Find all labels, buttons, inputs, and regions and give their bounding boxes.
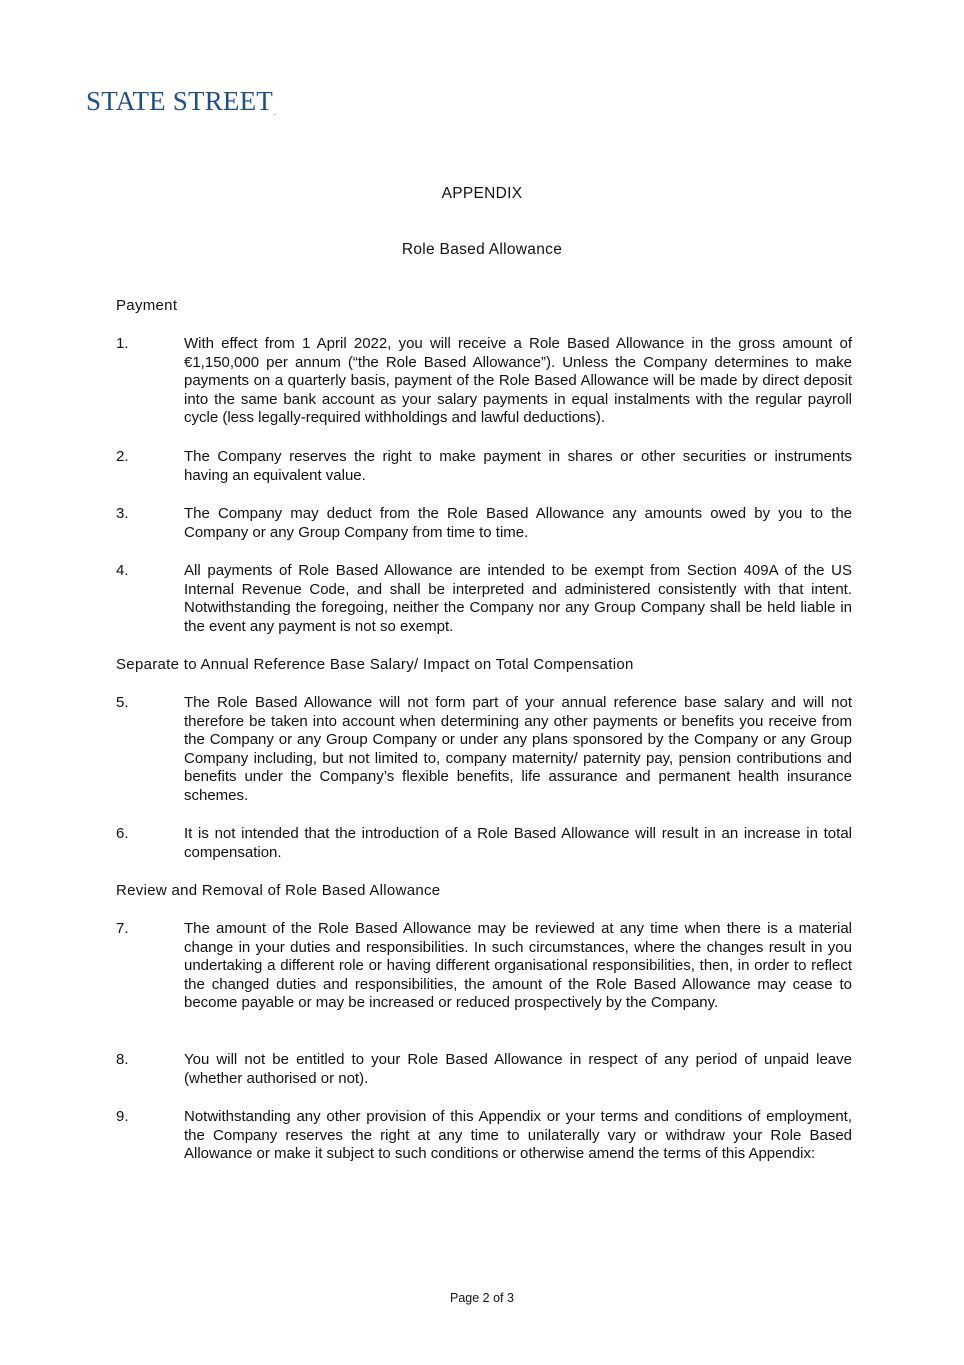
paragraph-3: [116, 505, 852, 542]
paragraph-6: [116, 825, 852, 862]
state-street-logo: [86, 86, 276, 117]
paragraph-text: The Role Based Allowance will not form part of your annual reference base salary and will not therefore be taken into account when determining any other payments or benefits you receive from the Company or any Group Company or under any plans sponsored by the Company or any Group Company including, but not limited to, company maternity/ paternity pay, pension contributions and benefits under the Company’s flexible benefits, life assurance and permanent health insurance schemes.: [184, 694, 852, 804]
section-heading-salary-impact: Separate to Annual Reference Base Salary/ Impact on Total Compensation: [116, 656, 634, 673]
section-heading-payment: Payment: [116, 297, 178, 314]
paragraph-2: [116, 448, 852, 485]
paragraph-5: [116, 694, 852, 806]
paragraph-number: 4.: [116, 562, 129, 579]
paragraph-number: 3.: [116, 505, 129, 522]
paragraph-number: 5.: [116, 694, 129, 711]
paragraph-number: 7.: [116, 920, 129, 937]
page-title: APPENDIX: [441, 185, 523, 202]
paragraph-text: The Company may deduct from the Role Based Allowance any amounts owed by you to the Company or any Group Company from time to time.: [184, 505, 852, 541]
paragraph-text: It is not intended that the introduction of a Role Based Allowance will result in an increase in total compensation.: [184, 825, 852, 861]
page-subtitle: Role Based Allowance: [401, 241, 563, 258]
paragraph-9: [116, 1108, 852, 1164]
logo-text: STATE STREET: [86, 86, 273, 116]
paragraph-text: The Company reserves the right to make payment in shares or other securities or instruments having an equivalent value.: [184, 448, 852, 484]
logo-mark: .: [273, 108, 277, 117]
page-footer: Page 2 of 3: [450, 1291, 514, 1305]
paragraph-text: Notwithstanding any other provision of this Appendix or your terms and conditions of employment, the Company reserves the right at any time to unilaterally vary or withdraw your Role Based Allowance or make it subject to such conditions or otherwise amend the terms of this Appendix:: [184, 1108, 852, 1163]
paragraph-number: 9.: [116, 1108, 129, 1125]
section-heading-review-removal: Review and Removal of Role Based Allowance: [116, 882, 441, 899]
paragraph-text: The amount of the Role Based Allowance may be reviewed at any time when there is a material change in your duties and responsibilities. In such circumstances, where the changes result in you undertaking a different role or having different organisational responsibilities, then, in order to reflect the changed duties and responsibilities, the amount of the Role Based Allowance may cease to become payable or may be increased or reduced prospectively by the Company.: [184, 920, 852, 1012]
paragraph-text: All payments of Role Based Allowance are intended to be exempt from Section 409A of the US Internal Revenue Code, and shall be interpreted and administered consistently with that intent. Notwithstanding the foregoing, neither the Company nor any Group Company shall be held liable in the event any payment is not so exempt.: [184, 562, 852, 635]
paragraph-number: 2.: [116, 448, 129, 465]
paragraph-text: With effect from 1 April 2022, you will receive a Role Based Allowance in the gross amount of €1,150,000 per annum (“the Role Based Allowance”). Unless the Company determines to make payments on a quarterly basis, payment of the Role Based Allowance will be made by direct deposit into the same bank account as your salary payments in equal instalments with the regular payroll cycle (less legally-required withholdings and lawful deductions).: [184, 335, 852, 427]
paragraph-1: [116, 335, 852, 428]
paragraph-text: You will not be entitled to your Role Based Allowance in respect of any period of unpaid leave (whether authorised or not).: [184, 1051, 852, 1087]
paragraph-number: 6.: [116, 825, 129, 842]
paragraph-number: 1.: [116, 335, 129, 352]
paragraph-8: [116, 1051, 852, 1088]
paragraph-number: 8.: [116, 1051, 129, 1068]
paragraph-4: [116, 562, 852, 636]
paragraph-7: [116, 920, 852, 1013]
